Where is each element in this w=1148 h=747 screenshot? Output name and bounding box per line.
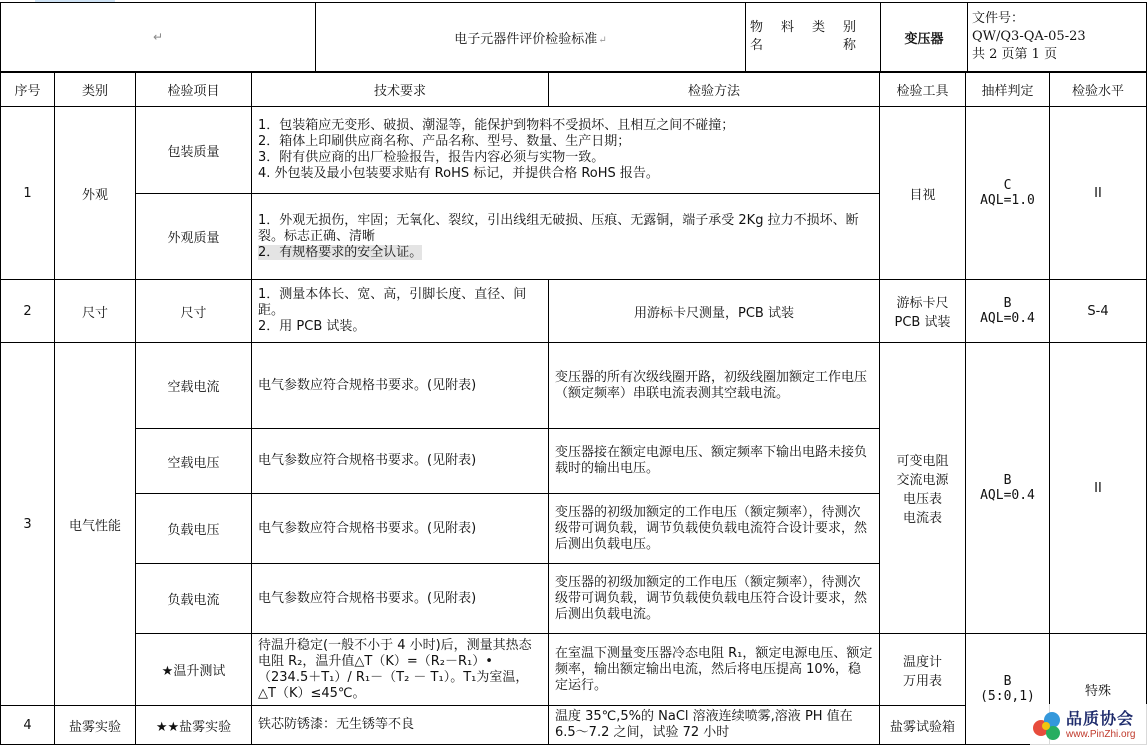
row2-category: 尺寸 — [55, 280, 136, 343]
row4-requirement: 铁芯防锈漆：无生锈等不良 — [252, 706, 549, 745]
row3-tool-line: 电压表 — [902, 492, 942, 507]
row2-judgement-aql: AQL=0.4 — [980, 311, 1035, 326]
row4-item: ★★盐雾实验 — [136, 706, 252, 745]
row3-temp-tool-line2: 万用表 — [902, 673, 942, 689]
row1-item-appearance: 外观质量 — [136, 194, 252, 280]
pinzhi-watermark-logo — [1030, 704, 1148, 747]
material-name-value: 变压器 — [881, 3, 968, 72]
inspection-table — [0, 72, 1147, 745]
watermark-url: www.PinZhi.org — [1066, 729, 1136, 740]
col-header-no: 序号 — [1, 73, 55, 107]
row4-no: 4 — [1, 706, 55, 745]
row3-temp-method: 在室温下测量变压器冷态电阻 R₁，额定电源电压、额定频率，输出额定输出电流，然后将电压提高 10%，稳定运行。 — [549, 634, 880, 706]
row3-category: 电气性能 — [55, 343, 136, 706]
col-header-item: 检验项目 — [136, 73, 252, 107]
req-line — [258, 245, 873, 261]
material-name-label — [746, 3, 881, 72]
table-row — [1, 107, 1147, 194]
req-line: 2．用 PCB 试装。 — [258, 319, 366, 334]
header-table — [0, 2, 1147, 72]
row2-item: 尺寸 — [136, 280, 252, 343]
row2-method: 用游标卡尺测量，PCB 试装 — [549, 280, 880, 343]
page-info: 共 2 页第 1 页 — [972, 47, 1058, 62]
document-title-text: 电子元器件评价检验标准 — [454, 31, 598, 47]
row3-item-4: 负载电流 — [136, 564, 252, 634]
pinzhi-logo-icon — [1030, 706, 1064, 744]
row1-judgement — [966, 107, 1050, 280]
row3-level: II — [1050, 343, 1147, 634]
column-header-row — [1, 73, 1147, 107]
row1-category: 外观 — [55, 107, 136, 280]
row3-tool-line: 电流表 — [902, 511, 942, 526]
req-line: 4. 外包装及最小包装要求贴有 RoHS 标记，并提供合格 RoHS 报告。 — [258, 166, 659, 181]
row1-judgement-grade: C — [1003, 178, 1012, 193]
req-line-highlighted: 2．有规格要求的安全认证。 — [258, 244, 423, 260]
row2-judgement — [966, 280, 1050, 343]
row3-method-1: 变压器的所有次级线圈开路，初级线圈加额定工作电压（额定频率）串联电流表测其空载电流。 — [549, 343, 880, 429]
row3-requirement-2: 电气参数应符合规格书要求。(见附表) — [252, 429, 549, 494]
col-header-method: 检验方法 — [549, 73, 880, 107]
row4-method: 温度 35℃,5%的 NaCl 溶液连续喷雾,溶液 PH 值在 6.5～7.2 之间，试验 72 小时 — [549, 706, 880, 745]
col-header-tool: 检验工具 — [880, 73, 966, 107]
row3-method-3: 变压器的初级加额定的工作电压（额定频率），待测次级带可调负载，调节负载使负载电流符合设计要求，然后测出负载电压。 — [549, 494, 880, 564]
document-title: 电子元器件评价检验标准↵ — [316, 3, 746, 72]
row3-requirement-3: 电气参数应符合规格书要求。(见附表) — [252, 494, 549, 564]
row1-tool: 目视 — [880, 107, 966, 280]
file-info — [968, 3, 1147, 72]
req-line: 2．箱体上印刷供应商名称、产品名称、型号、数量、生产日期； — [258, 134, 631, 149]
row3-judgement — [966, 343, 1050, 634]
row3-judgement-aql: AQL=0.4 — [980, 488, 1035, 503]
material-label-line1: 物料类别 — [750, 20, 875, 35]
row3-tool-line: 交流电源 — [896, 473, 949, 488]
row3-requirement-1: 电气参数应符合规格书要求。(见附表) — [252, 343, 549, 429]
row4-category: 盐雾实验 — [55, 706, 136, 745]
row3-tool-line: 可变电阻 — [896, 454, 949, 469]
row1-appearance-requirement — [252, 194, 880, 280]
col-header-level: 检验水平 — [1050, 73, 1147, 107]
material-label-line2: 名 称 — [750, 38, 875, 53]
row1-level: II — [1050, 107, 1147, 280]
row3-method-2: 变压器接在额定电源电压、额定频率下输出电路未接负载时的输出电压。 — [549, 429, 880, 494]
row3-item-1: 空载电流 — [136, 343, 252, 429]
col-header-judgement: 抽样判定 — [966, 73, 1050, 107]
row3-item-3: 负载电压 — [136, 494, 252, 564]
row1-no: 1 — [1, 107, 55, 280]
header-left-cell: ↵ — [1, 3, 316, 72]
req-line: 3．附有供应商的出厂检验报告，报告内容必须与实物一致。 — [258, 150, 605, 165]
row2-tool-line2: PCB 试装 — [894, 315, 951, 330]
row3-method-4: 变压器的初级加额定的工作电压（额定频率），待测次级带可调负载，调节负载使负载电压符合设计要求，然后测出负载电流。 — [549, 564, 880, 634]
row2-tool — [880, 280, 966, 343]
req-line: 1．外观无损伤，牢固；无氧化、裂纹，引出线组无破损、压痕、无露铜，端子承受 2Kg 拉力不损坏、断裂。标志正确、清晰 — [258, 212, 859, 244]
row3-temp-level: 特殊 — [1050, 634, 1147, 745]
row2-tool-line1: 游标卡尺 — [896, 296, 949, 311]
watermark-name: 品质协会 — [1066, 709, 1135, 728]
req-line: 1．包装箱应无变形、破损、潮湿等，能保护到物料不受损坏、且相互之间不碰撞； — [258, 118, 735, 133]
row3-requirement-4: 电气参数应符合规格书要求。(见附表) — [252, 564, 549, 634]
row3-no: 3 — [1, 343, 55, 706]
table-row — [1, 634, 1147, 706]
col-header-requirement: 技术要求 — [252, 73, 549, 107]
row2-requirement — [252, 280, 549, 343]
row3-temp-tool — [880, 634, 966, 706]
row4-tool: 盐雾试验箱 — [880, 706, 966, 745]
row3-item-2: 空载电压 — [136, 429, 252, 494]
row3-tool — [880, 343, 966, 634]
row3-temp-judgement-sampling: (5:0,1) — [980, 689, 1035, 704]
file-number: QW/Q3-QA-05-23 — [972, 29, 1086, 44]
row3-temp-judgement-grade: B — [1003, 674, 1012, 689]
row3-temp-requirement: 待温升稳定(一般不小于 4 小时)后，测量其热态电阻 R₂，温升值△T（K）=（R₂－R₁）•（234.5＋T₁）/ R₁－（T₂ － T₁）。T₁为室温，△T（K）≤45℃。 — [252, 634, 549, 706]
row3-item-temp: ★温升测试 — [136, 634, 252, 706]
req-line: 1．测量本体长、宽、高，引脚长度、直径、间距。 — [258, 287, 527, 318]
table-row — [1, 280, 1147, 343]
row1-packaging-requirement — [252, 107, 880, 194]
row3-judgement-grade: B — [1003, 473, 1012, 488]
row1-item-packaging: 包装质量 — [136, 107, 252, 194]
table-row — [1, 343, 1147, 429]
row1-judgement-aql: AQL=1.0 — [980, 193, 1035, 208]
row3-temp-tool-line1: 温度计 — [902, 654, 942, 670]
row2-judgement-grade: B — [1003, 296, 1012, 311]
row2-no: 2 — [1, 280, 55, 343]
file-label: 文件号： — [972, 11, 1025, 26]
row2-level: S-4 — [1050, 280, 1147, 343]
col-header-category: 类别 — [55, 73, 136, 107]
